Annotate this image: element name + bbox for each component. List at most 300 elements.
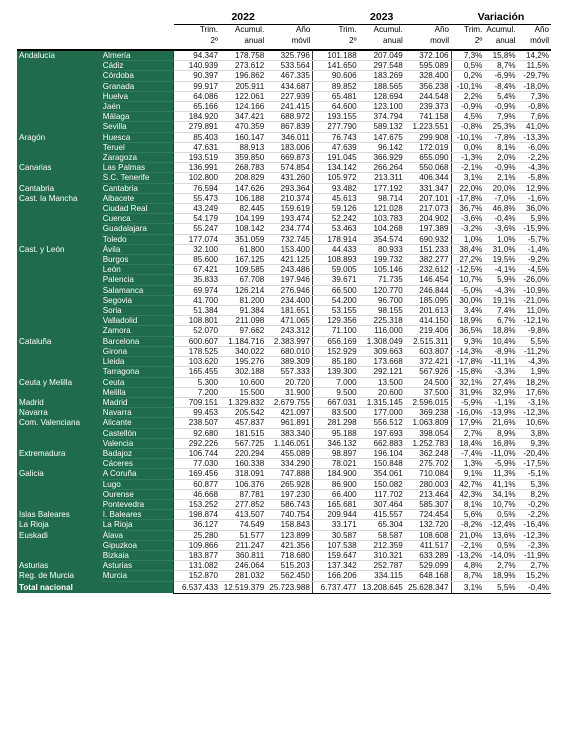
value-cell: 151.233 [405, 244, 451, 254]
value-cell: 102.800 [174, 173, 220, 183]
variation-cell: 0,2% [451, 71, 484, 81]
variation-cell: -16,4% [518, 520, 551, 530]
value-cell: 76.743 [312, 132, 358, 142]
province-cell: Álava [101, 530, 174, 540]
value-cell: 334.290 [266, 459, 312, 469]
value-cell: 205.542 [220, 408, 266, 418]
value-cell: 421.097 [266, 408, 312, 418]
value-cell: 293.364 [266, 183, 312, 193]
variation-cell: -15,8% [451, 367, 484, 377]
variation-cell: -4,3% [518, 357, 551, 367]
column-header: Año móvil [266, 25, 312, 51]
value-cell: 46.668 [174, 489, 220, 499]
value-cell: 67.421 [174, 265, 220, 275]
value-cell: 146.454 [405, 275, 451, 285]
value-cell: 103.620 [174, 357, 220, 367]
column-header-row [17, 25, 551, 51]
value-cell: 31.900 [266, 387, 312, 397]
value-cell: 15.500 [220, 387, 266, 397]
total-row [17, 581, 551, 593]
province-cell: Huesca [101, 132, 174, 142]
value-cell: 152.870 [174, 571, 220, 581]
region-cell: Extremadura [17, 448, 101, 468]
variation-cell: -4,1% [484, 265, 517, 275]
value-cell: 109.866 [174, 540, 220, 550]
variation-cell: -12,3% [518, 408, 551, 418]
variation-cell: -4,3% [518, 163, 551, 173]
value-cell: 220.294 [220, 448, 266, 458]
value-cell: 556.512 [359, 418, 405, 428]
value-cell: 351.059 [220, 234, 266, 244]
value-cell: 201.613 [405, 306, 451, 316]
value-cell: 740.754 [266, 510, 312, 520]
value-cell: 382.277 [405, 255, 451, 265]
value-cell: 732.745 [266, 234, 312, 244]
value-cell: 183.006 [266, 142, 312, 152]
province-cell: Ceuta [101, 377, 174, 387]
table-row [17, 193, 551, 203]
value-cell: 307.464 [359, 499, 405, 509]
table-row [17, 571, 551, 581]
value-cell: 299.908 [405, 132, 451, 142]
value-cell: 36.127 [174, 520, 220, 530]
value-cell: 217.073 [405, 204, 451, 214]
value-cell: 574.854 [266, 163, 312, 173]
variation-cell: -1,6% [518, 193, 551, 203]
value-cell: 165.455 [174, 367, 220, 377]
value-cell: 124.166 [220, 102, 266, 112]
value-cell: 104.268 [359, 224, 405, 234]
value-cell: 292.226 [174, 438, 220, 448]
variation-cell: -1,1% [484, 397, 517, 407]
value-cell: 5.300 [174, 377, 220, 387]
value-cell: 281.032 [220, 571, 266, 581]
value-cell: 69.974 [174, 285, 220, 295]
value-cell: 60.877 [174, 479, 220, 489]
value-cell: 108.801 [174, 316, 220, 326]
column-header: Acumul. anual [220, 25, 266, 51]
variation-cell: -9,2% [518, 255, 551, 265]
value-cell: 471.065 [266, 316, 312, 326]
value-cell: 243.312 [266, 326, 312, 336]
value-cell: 136.991 [174, 163, 220, 173]
year-header-row [17, 10, 551, 25]
variation-cell: 46,8% [484, 204, 517, 214]
value-cell: 121.028 [359, 204, 405, 214]
value-cell: 64.600 [312, 102, 358, 112]
value-cell: 166.206 [312, 571, 358, 581]
variation-cell: 10,4% [484, 336, 517, 346]
value-cell: 126.214 [220, 285, 266, 295]
value-cell: 567.926 [405, 367, 451, 377]
value-cell: 41.700 [174, 295, 220, 305]
value-cell: 20.600 [359, 387, 405, 397]
value-cell: 81.200 [220, 295, 266, 305]
value-cell: 193.155 [312, 112, 358, 122]
value-cell: 414.150 [405, 316, 451, 326]
year-2022-header: 2022 [174, 10, 313, 25]
variation-cell: -7,8% [484, 132, 517, 142]
variation-cell: -0,9% [484, 102, 517, 112]
province-cell: León [101, 265, 174, 275]
variation-cell: -10,1% [451, 81, 484, 91]
value-cell: 85.180 [312, 357, 358, 367]
value-cell: 1.308.049 [359, 336, 405, 346]
value-cell: 88.913 [220, 142, 266, 152]
value-cell: 123.100 [359, 102, 405, 112]
value-cell: 173.668 [359, 357, 405, 367]
column-header: Año movil [405, 25, 451, 51]
table-row [17, 397, 551, 407]
table-row [17, 163, 551, 173]
value-cell: 219.406 [405, 326, 451, 336]
variation-cell: -13,9% [484, 408, 517, 418]
variation-cell: 9,3% [451, 336, 484, 346]
value-cell: 55.247 [174, 224, 220, 234]
province-cell: Soria [101, 306, 174, 316]
variation-cell: 17,6% [518, 387, 551, 397]
variation-cell: -0,4% [484, 214, 517, 224]
value-cell: 172.019 [405, 142, 451, 152]
value-cell: 1.146.051 [266, 438, 312, 448]
value-cell: 354.574 [359, 234, 405, 244]
value-cell: 106.188 [220, 193, 266, 203]
value-cell: 103.783 [359, 214, 405, 224]
variation-cell: -6,9% [484, 71, 517, 81]
value-cell: 279.891 [174, 122, 220, 132]
value-cell: 184.920 [174, 112, 220, 122]
value-cell: 210.374 [266, 193, 312, 203]
variation-cell: 14,2% [518, 50, 551, 61]
variation-cell: 16,8% [484, 438, 517, 448]
province-cell: Cáceres [101, 459, 174, 469]
value-cell: 105.972 [312, 173, 358, 183]
province-cell: Lleida [101, 357, 174, 367]
variation-cell: 8,2% [518, 489, 551, 499]
value-cell: 71.100 [312, 326, 358, 336]
value-cell: 232.612 [405, 265, 451, 275]
variation-cell: 2,1% [484, 173, 517, 183]
variation-cell: -3,6% [451, 214, 484, 224]
value-cell: 77.030 [174, 459, 220, 469]
variation-cell: 18,9% [484, 571, 517, 581]
table-row [17, 520, 551, 530]
province-cell: Ciudad Real [101, 204, 174, 214]
variation-cell: 34,1% [484, 489, 517, 499]
value-cell: 53.155 [312, 306, 358, 316]
variation-cell: 2,2% [451, 91, 484, 101]
value-cell: 585.307 [405, 499, 451, 509]
province-cell: S.C. Tenerife [101, 173, 174, 183]
variation-cell: 42,7% [451, 479, 484, 489]
region-cell: Euskadi [17, 530, 101, 561]
table-row [17, 418, 551, 428]
variation-cell: 30,0% [451, 295, 484, 305]
variation-cell: -6,0% [518, 142, 551, 152]
variation-cell: -5,9% [451, 397, 484, 407]
value-cell: 372.421 [405, 357, 451, 367]
value-cell: 238.507 [174, 418, 220, 428]
value-cell: 193.474 [266, 214, 312, 224]
value-cell: 310.321 [359, 550, 405, 560]
value-cell: 359.850 [220, 153, 266, 163]
value-cell: 197.230 [266, 489, 312, 499]
value-cell: 44.433 [312, 244, 358, 254]
column-header: Trim. 2º [174, 25, 220, 51]
value-cell: 680.010 [266, 346, 312, 356]
value-cell: 177.000 [359, 408, 405, 418]
value-cell: 265.928 [266, 479, 312, 489]
variation-cell: 19,5% [484, 255, 517, 265]
value-cell: 688.972 [266, 112, 312, 122]
variation-cell: 9,3% [518, 438, 551, 448]
total-label: Total nacional [17, 581, 174, 593]
column-header: Acumul. anual [359, 25, 405, 51]
province-cell: I. Baleares [101, 510, 174, 520]
variation-cell: -9,8% [518, 326, 551, 336]
variation-cell: -17,8% [451, 357, 484, 367]
province-cell: Asturias [101, 561, 174, 571]
value-cell: 85.600 [174, 255, 220, 265]
value-cell: 71.735 [359, 275, 405, 285]
value-cell: 165.681 [312, 499, 358, 509]
province-cell: Alicante [101, 418, 174, 428]
value-cell: 2.515.311 [405, 336, 451, 346]
province-cell: Segovia [101, 295, 174, 305]
value-cell: 66.400 [312, 489, 358, 499]
variation-cell: -4,3% [484, 285, 517, 295]
variation-cell: -29,7% [518, 71, 551, 81]
value-cell: 372.106 [405, 50, 451, 61]
value-cell: 52.070 [174, 326, 220, 336]
province-cell: Ávila [101, 244, 174, 254]
value-cell: 347.421 [220, 112, 266, 122]
value-cell: 54.200 [312, 295, 358, 305]
value-cell: 550.068 [405, 163, 451, 173]
value-cell: 150.848 [359, 459, 405, 469]
value-cell: 331.347 [405, 183, 451, 193]
variation-cell: -2,3% [518, 540, 551, 550]
variation-cell: 5,3% [518, 479, 551, 489]
value-cell: 710.084 [405, 469, 451, 479]
variation-cell: 8,1% [451, 499, 484, 509]
value-cell: 116.000 [359, 326, 405, 336]
variation-cell: -7,4% [451, 448, 484, 458]
value-cell: 603.807 [405, 346, 451, 356]
province-cell: Valencia [101, 438, 174, 448]
value-cell: 90.397 [174, 71, 220, 81]
variation-cell: 0,5% [484, 540, 517, 550]
value-cell: 109.585 [220, 265, 266, 275]
total-value-cell: 3,1% [451, 581, 484, 593]
column-header: Acumul. anual [484, 25, 517, 51]
value-cell: 188.565 [359, 81, 405, 91]
value-cell: 150.082 [359, 479, 405, 489]
province-cell: Tarragona [101, 367, 174, 377]
variation-cell: -0,8% [451, 122, 484, 132]
province-cell: Gipuzkoa [101, 540, 174, 550]
value-cell: 470.359 [220, 122, 266, 132]
value-cell: 656.169 [312, 336, 358, 346]
value-cell: 178.525 [174, 346, 220, 356]
province-cell: Madrid [101, 397, 174, 407]
value-cell: 197.693 [359, 428, 405, 438]
variation-cell: 21,6% [484, 418, 517, 428]
variation-cell: 9,1% [451, 469, 484, 479]
variation-cell: -12,1% [518, 316, 551, 326]
variation-cell: 41,1% [484, 479, 517, 489]
table-row [17, 561, 551, 571]
province-cell: Jaén [101, 102, 174, 112]
table-row [17, 132, 551, 142]
province-cell: Barcelona [101, 336, 174, 346]
region-cell: Asturias [17, 561, 101, 571]
region-cell: Madrid [17, 397, 101, 407]
variation-cell: 31,9% [451, 387, 484, 397]
province-cell: Sevilla [101, 122, 174, 132]
value-cell: 244.548 [405, 91, 451, 101]
value-cell: 724.454 [405, 510, 451, 520]
value-cell: 406.344 [405, 173, 451, 183]
value-cell: 167.125 [220, 255, 266, 265]
variation-cell: 0,0% [451, 142, 484, 152]
value-cell: 7.200 [174, 387, 220, 397]
value-cell: 7.000 [312, 377, 358, 387]
value-cell: 334.115 [359, 571, 405, 581]
value-cell: 197.389 [405, 224, 451, 234]
value-cell: 586.743 [266, 499, 312, 509]
province-cell: Granada [101, 81, 174, 91]
variation-cell: -8,2% [451, 520, 484, 530]
region-cell: Cantabria [17, 183, 101, 193]
region-cell: Navarra [17, 408, 101, 418]
region-cell: Reg. de Murcia [17, 571, 101, 581]
value-cell: 9.500 [312, 387, 358, 397]
value-cell: 2.383.997 [266, 336, 312, 346]
value-cell: 362.248 [405, 448, 451, 458]
variation-cell: 22,0% [451, 183, 484, 193]
variation-cell: 41,0% [518, 122, 551, 132]
variation-cell: 27,2% [451, 255, 484, 265]
variation-cell: -1,4% [518, 244, 551, 254]
total-value-cell: 12.519.379 [220, 581, 266, 593]
value-cell: 177.074 [174, 234, 220, 244]
variation-cell: 7,4% [484, 306, 517, 316]
value-cell: 199.732 [359, 255, 405, 265]
variation-cell: 7,6% [518, 112, 551, 122]
value-cell: 383.340 [266, 428, 312, 438]
region-cell: Cataluña [17, 336, 101, 377]
value-cell: 169.456 [174, 469, 220, 479]
province-cell: Girona [101, 346, 174, 356]
variation-cell: -14,3% [451, 346, 484, 356]
region-cell: Com. Valenciana [17, 418, 101, 449]
variation-cell: -12,4% [484, 520, 517, 530]
variation-cell: 11,0% [518, 306, 551, 316]
value-cell: 184.900 [312, 469, 358, 479]
province-cell: Córdoba [101, 71, 174, 81]
province-cell: Valladolid [101, 316, 174, 326]
variation-cell: 32,1% [451, 377, 484, 387]
value-cell: 183.269 [359, 71, 405, 81]
data-table-container [17, 10, 551, 594]
value-cell: 1.184.716 [220, 336, 266, 346]
variation-cell: -3,1% [518, 397, 551, 407]
value-cell: 122.061 [220, 91, 266, 101]
value-cell: 366.929 [359, 153, 405, 163]
value-cell: 209.944 [312, 510, 358, 520]
value-cell: 178.758 [220, 50, 266, 61]
province-cell: Cantabria [101, 183, 174, 193]
total-value-cell: 25.628.347 [405, 581, 451, 593]
variation-cell: -11,9% [518, 550, 551, 560]
variation-cell: -2,1% [451, 540, 484, 550]
variation-cell: 5,9% [518, 214, 551, 224]
variation-cell: -8,4% [484, 81, 517, 91]
value-cell: 529.099 [405, 561, 451, 571]
value-cell: 389.309 [266, 357, 312, 367]
value-cell: 709.151 [174, 397, 220, 407]
value-cell: 2.596.015 [405, 397, 451, 407]
variation-cell: 4,8% [451, 561, 484, 571]
value-cell: 718.680 [266, 550, 312, 560]
value-cell: 356.238 [405, 81, 451, 91]
variation-cell: -14,0% [484, 550, 517, 560]
region-cell: La Rioja [17, 520, 101, 530]
total-value-cell: -0,4% [518, 581, 551, 593]
value-cell: 2.679.755 [266, 397, 312, 407]
variation-cell: 0,5% [451, 61, 484, 71]
province-cell: Burgos [101, 255, 174, 265]
value-cell: 64.086 [174, 91, 220, 101]
value-cell: 246.064 [220, 561, 266, 571]
variation-cell: -3,2% [451, 224, 484, 234]
variation-cell: -17,5% [518, 459, 551, 469]
province-cell: A Coruña [101, 469, 174, 479]
value-cell: 325.796 [266, 50, 312, 61]
value-cell: 35.833 [174, 275, 220, 285]
value-cell: 37.500 [405, 387, 451, 397]
variation-cell: 2,0% [484, 153, 517, 163]
value-cell: 181.651 [266, 306, 312, 316]
value-cell: 108.142 [220, 224, 266, 234]
value-cell: 413.507 [220, 510, 266, 520]
value-cell: 67.708 [220, 275, 266, 285]
value-cell: 239.373 [405, 102, 451, 112]
value-cell: 195.276 [220, 357, 266, 367]
value-cell: 152.929 [312, 346, 358, 356]
variation-cell: 1,9% [518, 367, 551, 377]
value-cell: 90.606 [312, 71, 358, 81]
table-row [17, 448, 551, 458]
column-header: Trim. 2º [451, 25, 484, 51]
region-cell: Cast. y León [17, 244, 101, 336]
value-cell: 421.356 [266, 540, 312, 550]
variation-cell: -0,9% [451, 102, 484, 112]
table-row [17, 183, 551, 193]
value-cell: 515.203 [266, 561, 312, 571]
value-cell: 277.852 [220, 499, 266, 509]
variation-cell: -10,9% [518, 285, 551, 295]
variation-cell: -4,5% [518, 265, 551, 275]
value-cell: 346.132 [312, 438, 358, 448]
value-cell: 106.376 [220, 479, 266, 489]
column-header: Año móvil [518, 25, 551, 51]
variation-cell: 18,4% [451, 438, 484, 448]
value-cell: 234.774 [266, 224, 312, 234]
value-cell: 65.481 [312, 91, 358, 101]
province-cell: Castellón [101, 428, 174, 438]
